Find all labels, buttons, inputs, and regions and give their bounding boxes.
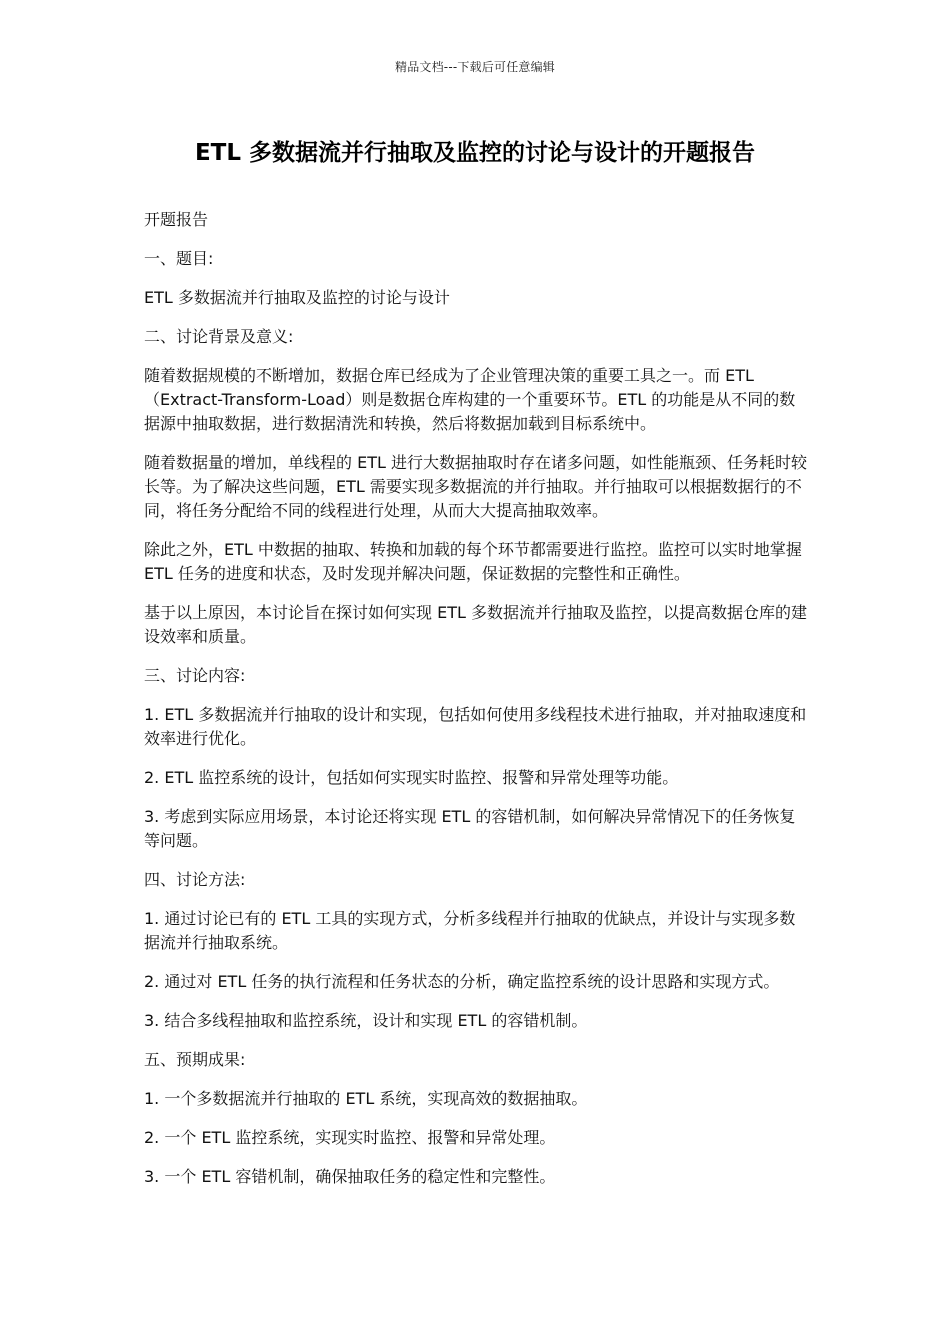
paragraph-background-4: 基于以上原因，本讨论旨在探讨如何实现 ETL 多数据流并行抽取及监控，以提高数据仓库的建设效率和质量。 xyxy=(144,603,807,646)
list-item-method-3: 3. 结合多线程抽取和监控系统，设计和实现 ETL 的容错机制。 xyxy=(144,1011,588,1030)
document-title: ETL 多数据流并行抽取及监控的讨论与设计的开题报告 xyxy=(194,140,756,166)
list-item-method-2: 2. 通过对 ETL 任务的执行流程和任务状态的分析，确定监控系统的设计思路和实现方式。 xyxy=(144,972,780,991)
section-heading-topic: 一、题目: xyxy=(144,249,214,268)
section-heading-results: 五、预期成果: xyxy=(144,1050,246,1069)
list-item-content-3: 3. 考虑到实际应用场景，本讨论还将实现 ETL 的容错机制，如何解决异常情况下的任务恢复等问题。 xyxy=(144,807,796,850)
document-body xyxy=(144,208,808,1204)
list-item-result-1: 1. 一个多数据流并行抽取的 ETL 系统，实现高效的数据抽取。 xyxy=(144,1089,588,1108)
list-item-result-3: 3. 一个 ETL 容错机制，确保抽取任务的稳定性和完整性。 xyxy=(144,1167,556,1186)
list-item-content-1: 1. ETL 多数据流并行抽取的设计和实现，包括如何使用多线程技术进行抽取，并对抽取速度和效率进行优化。 xyxy=(144,705,807,748)
header-note: 精品文档---下载后可任意编辑 xyxy=(395,60,555,74)
paragraph-background-3: 除此之外，ETL 中数据的抽取、转换和加载的每个环节都需要进行监控。监控可以实时地掌握 ETL 任务的进度和状态，及时发现并解决问题，保证数据的完整性和正确性。 xyxy=(144,540,802,583)
list-item-method-1: 1. 通过讨论已有的 ETL 工具的实现方式，分析多线程并行抽取的优缺点，并设计与实现多数据流并行抽取系统。 xyxy=(144,909,796,952)
section-heading-methods: 四、讨论方法: xyxy=(144,870,246,889)
paragraph-topic: ETL 多数据流并行抽取及监控的讨论与设计 xyxy=(144,288,450,307)
list-item-content-2: 2. ETL 监控系统的设计，包括如何实现实时监控、报警和异常处理等功能。 xyxy=(144,768,679,787)
paragraph-report-label: 开题报告 xyxy=(144,210,209,229)
section-heading-content: 三、讨论内容: xyxy=(144,666,246,685)
paragraph-background-1: 随着数据规模的不断增加，数据仓库已经成为了企业管理决策的重要工具之一。而 ETL（Extract-Transform-Load）则是数据仓库构建的一个重要环节。ETL 的功能是从不同的数据源中抽取数据，进行数据清洗和转换，然后将数据加载到目标系统中。 xyxy=(144,366,796,433)
paragraph-background-2: 随着数据量的增加，单线程的 ETL 进行大数据抽取时存在诸多问题，如性能瓶颈、任务耗时较长等。为了解决这些问题，ETL 需要实现多数据流的并行抽取。并行抽取可以根据数据行的不同，将任务分配给不同的线程进行处理，从而大大提高抽取效率。 xyxy=(144,453,807,520)
list-item-result-2: 2. 一个 ETL 监控系统，实现实时监控、报警和异常处理。 xyxy=(144,1128,556,1147)
section-heading-background: 二、讨论背景及意义: xyxy=(144,327,294,346)
